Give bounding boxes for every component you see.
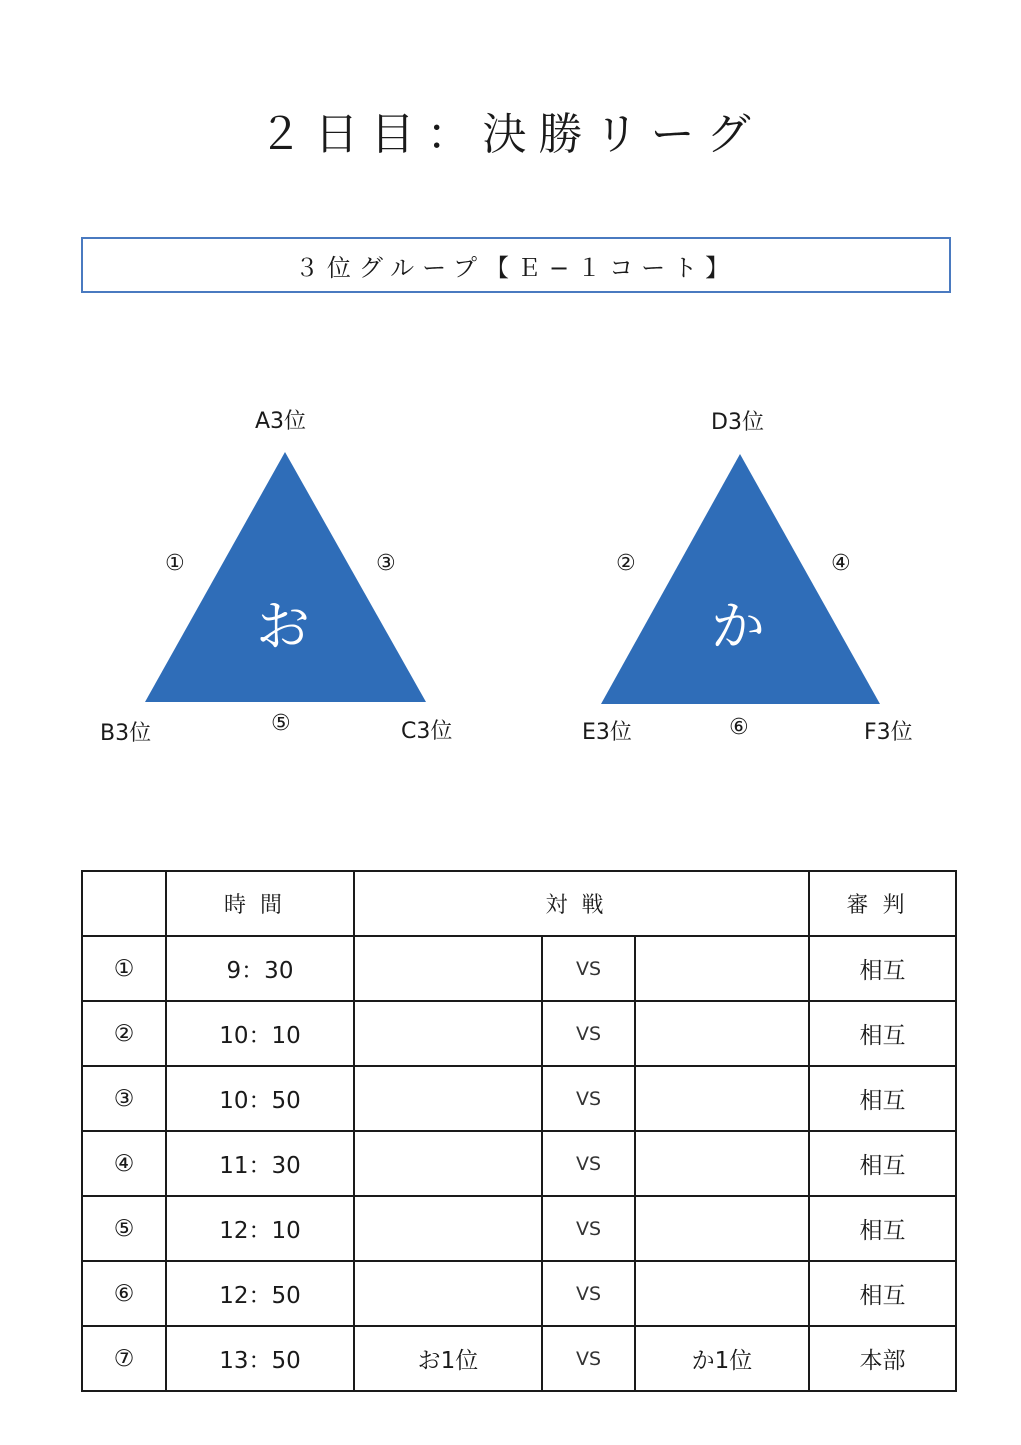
edge-match-6: ⑥ bbox=[729, 715, 749, 740]
header-time: 時間 bbox=[166, 871, 354, 936]
match-time: 11：30 bbox=[166, 1131, 354, 1196]
match-time: 12：50 bbox=[166, 1261, 354, 1326]
match-number: ⑦ bbox=[82, 1326, 166, 1391]
triangle-o bbox=[145, 452, 426, 702]
team1-cell bbox=[354, 1196, 542, 1261]
match-number: ⑥ bbox=[82, 1261, 166, 1326]
match-number: ③ bbox=[82, 1066, 166, 1131]
match-time: 9：30 bbox=[166, 936, 354, 1001]
schedule-table bbox=[81, 870, 957, 1392]
table-row bbox=[82, 1326, 956, 1391]
team2-cell bbox=[635, 1261, 809, 1326]
team1-cell: お1位 bbox=[354, 1326, 542, 1391]
team2-cell bbox=[635, 1066, 809, 1131]
match-time: 12：10 bbox=[166, 1196, 354, 1261]
match-time: 10：50 bbox=[166, 1066, 354, 1131]
team1-cell bbox=[354, 1001, 542, 1066]
referee-cell: 相互 bbox=[809, 936, 956, 1001]
vs-label: VS bbox=[542, 1326, 635, 1391]
team1-cell bbox=[354, 1131, 542, 1196]
table-row bbox=[82, 1066, 956, 1131]
vertex-f3: F3位 bbox=[864, 720, 913, 745]
referee-cell: 本部 bbox=[809, 1326, 956, 1391]
edge-match-3: ③ bbox=[376, 551, 396, 576]
vs-label: VS bbox=[542, 936, 635, 1001]
team2-cell bbox=[635, 936, 809, 1001]
referee-cell: 相互 bbox=[809, 1066, 956, 1131]
match-number: ② bbox=[82, 1001, 166, 1066]
match-number: ① bbox=[82, 936, 166, 1001]
triangle-ka-label: か bbox=[711, 595, 765, 658]
match-number: ④ bbox=[82, 1131, 166, 1196]
edge-match-5: ⑤ bbox=[271, 711, 291, 736]
triangle-o-label: お bbox=[256, 595, 310, 658]
match-time: 13：50 bbox=[166, 1326, 354, 1391]
vertex-c3: C3位 bbox=[401, 719, 453, 744]
table-row bbox=[82, 1001, 956, 1066]
team2-cell: か1位 bbox=[635, 1326, 809, 1391]
triangle-ka bbox=[601, 454, 880, 704]
vs-label: VS bbox=[542, 1001, 635, 1066]
team1-cell bbox=[354, 1261, 542, 1326]
vs-label: VS bbox=[542, 1196, 635, 1261]
table-row bbox=[82, 1261, 956, 1326]
table-row bbox=[82, 1131, 956, 1196]
header-referee: 審判 bbox=[809, 871, 956, 936]
edge-match-2: ② bbox=[616, 551, 636, 576]
vs-label: VS bbox=[542, 1066, 635, 1131]
vertex-a3: A3位 bbox=[255, 409, 307, 434]
table-row bbox=[82, 1196, 956, 1261]
match-time: 10：10 bbox=[166, 1001, 354, 1066]
team1-cell bbox=[354, 936, 542, 1001]
referee-cell: 相互 bbox=[809, 1261, 956, 1326]
referee-cell: 相互 bbox=[809, 1001, 956, 1066]
match-number: ⑤ bbox=[82, 1196, 166, 1261]
header-match: 対戦 bbox=[354, 871, 809, 936]
table-row bbox=[82, 936, 956, 1001]
vertex-d3: D3位 bbox=[711, 410, 764, 435]
vertex-e3: E3位 bbox=[582, 720, 632, 745]
vs-label: VS bbox=[542, 1261, 635, 1326]
vs-label: VS bbox=[542, 1131, 635, 1196]
referee-cell: 相互 bbox=[809, 1131, 956, 1196]
vertex-b3: B3位 bbox=[100, 721, 152, 746]
edge-match-1: ① bbox=[165, 551, 185, 576]
header-blank bbox=[82, 871, 166, 936]
group-label: ３位グループ【Ｅ−１コート】 bbox=[294, 253, 738, 282]
page-title: ２日目：決勝リーグ bbox=[258, 109, 763, 160]
team2-cell bbox=[635, 1196, 809, 1261]
edge-match-4: ④ bbox=[831, 551, 851, 576]
team1-cell bbox=[354, 1066, 542, 1131]
team2-cell bbox=[635, 1001, 809, 1066]
table-header-row bbox=[82, 871, 956, 936]
referee-cell: 相互 bbox=[809, 1196, 956, 1261]
team2-cell bbox=[635, 1131, 809, 1196]
